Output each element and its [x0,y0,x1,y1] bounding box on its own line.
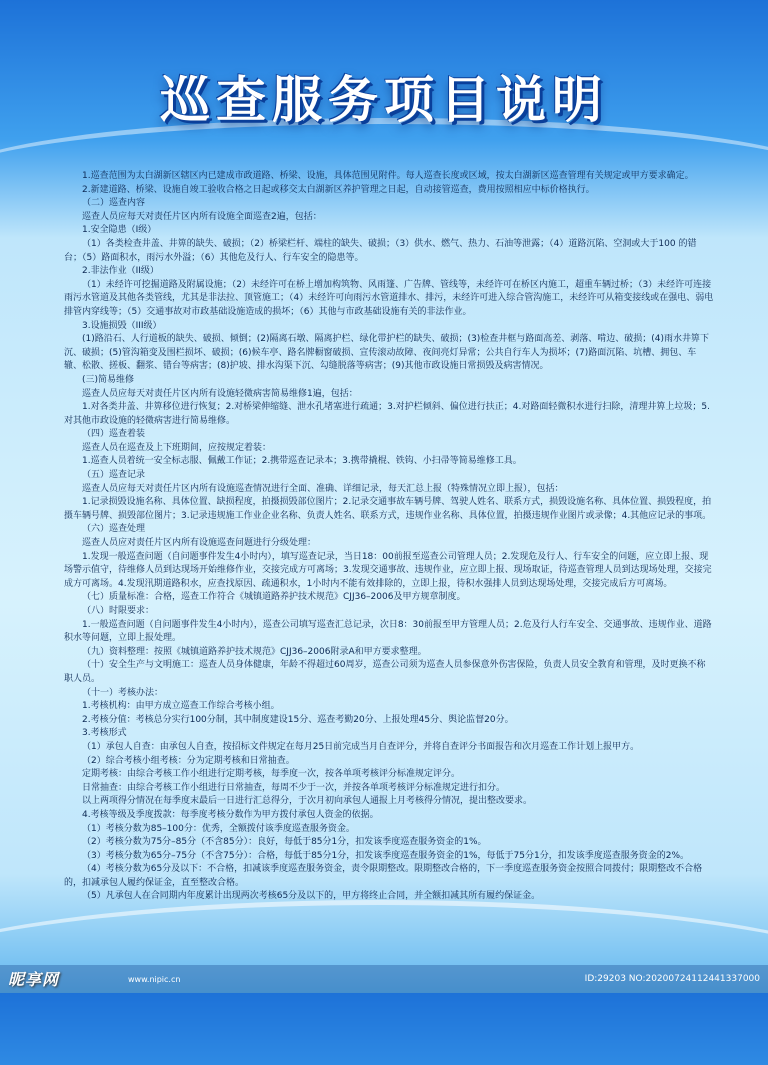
paragraph: 巡查人员应每天对责任片区内所有设施巡查情况进行全面、准确、详细记录，每天汇总上报（特殊情况立即上报），包括： [82,483,564,494]
paragraph: （七）质量标准：合格，巡查工作符合《城镇道路养护技术规范》CJJ36–2006及甲方规章制度。 [82,592,466,603]
paragraph: （1）未经许可挖掘道路及附属设施；（2）未经许可在桥上增加构筑物、风雨篷、广告牌、管线等，未经许可在桥区内施工，超重车辆过桥；（3）未经许可连接雨污水管道及其他各类管线，尤其是非法拉、顶管施工；（4）未经许可向雨污水管道排水、排污，未经许可进入综合管沟施工，未经许可从箱变接线或在强电、弱电排管内穿线等；（5）交通事故对市政基础设施造成的损坏；（6）其他与市政基础设施有关的非法作业。 [64,279,714,317]
paragraph: （1）各类检查井盖、井箅的缺失、破损；（2）桥梁栏杆、端柱的缺失、破损；（3）供水、燃气、热力、石油等泄露；（4）道路沉陷、空洞或大于100 的错台；（5）路面积水，雨污水外溢；（6）其他危及行人、行车安全的隐患等。 [64,238,697,263]
paragraph: （5）凡承包人在合同期内年度累计出现两次考核65分及以下的，甲方将终止合同，并全额扣减其所有履约保证金。 [82,891,541,902]
watermark-logo: 昵享网 [8,970,60,989]
paragraph: 4.考核等级及季度拨款：每季度考核分数作为甲方拨付承包人资金的依据。 [82,809,379,820]
paragraph: 1.发现一般巡查问题（自问题事件发生4小时内），填写巡查记录，当日18：00前报至巡查公司管理人员；2.发现危及行人、行车安全的问题，应立即上报、现场警示值守，待维修人员到达现场开始维修作业，交接完成方可离场；3.发现交通事故、违规作业，应立即上报、现场取证，待巡查管理人员到达现场处理，交接完成方可离场。4.发现汛期道路积水，应查找原因、疏通积水，1小时内不能有效排除的，立即上报，待积水强排人员到达现场处理，交接完成后方可离场。 [64,551,712,589]
paragraph: 3.设施损毁（III级） [82,320,162,331]
page-title: 巡查服务项目说明 [160,71,608,129]
paragraph: （六）巡查处理 [82,524,146,535]
paragraph: 1.一般巡查问题（自问题事件发生4小时内），巡查公司填写巡查汇总记录，次日8：30前报至甲方管理人员；2.危及行人行车安全、交通事故、违规作业、道路积水等问题，立即上报处理。 [64,619,712,644]
paragraph: (1)路沿石、人行道板的缺失、破损、倾倒；(2)隔离石墩、隔离护栏、绿化带护栏的缺失、破损；(3)检查井框与路面高差、剥落、啃边、破损；(4)雨水井箅下沉、破损；(5)管沟箱变及围栏损坏、破损；(6)候车亭、路名牌橱窗破损、宣传滚动故障、夜间亮灯异常；公共自行车人为损坏；(7)路面沉陷、坑槽、拥包、车辙、松散、搓板、翻浆、错台等病害；(8)护坡、排水沟渠下沉、勾缝脱落等病害；(9)其他市政设施日常损毁及病害情况。 [64,334,709,372]
paragraph: 2.非法作业（II级） [82,266,159,277]
paragraph: （九）资料整理：按照《城镇道路养护技术规范》CJJ36–2006附录A和甲方要求整理。 [82,646,427,657]
paragraph: （3）考核分数为65分–75分（不含75分）：合格，每低于85分1分，扣发该季度巡查服务资金的1%，每低于75分1分，扣发该季度巡查服务资金的2%。 [82,850,689,861]
paragraph: （二）巡查内容 [82,198,146,209]
paragraph: （五）巡查记录 [82,470,146,481]
paragraph: 2.考核分值：考核总分实行100分制，其中制度建设15分、巡查考勤20分、上报处理45分、舆论监督20分。 [82,714,514,725]
paragraph: (三)简易维修 [82,374,135,385]
paragraph: （八）时限要求： [82,606,155,616]
paragraph: 巡查人员应对责任片区内所有设施巡查问题进行分级处理： [82,538,317,549]
paragraph: （四）巡查着装 [82,429,146,440]
paragraph: 巡查人员应每天对责任片区内所有设施全面巡查2遍，包括： [82,211,322,222]
watermark-image-id: ID:29203 NO:20200724112441337000 [584,974,760,984]
paragraph: 1.对各类井盖、井箅移位进行恢复；2.对桥梁伸缩缝、泄水孔堵塞进行疏通；3.对护栏倾斜、偏位进行扶正；4.对路面轻微积水进行扫除，清理井箅上垃圾；5.对其他市政设施的轻微病害进行简易维修。 [64,402,710,426]
paragraph: 3.考核形式 [82,728,127,739]
paragraph: 巡查人员在巡查及上下班期间，应按规定着装： [82,442,272,453]
watermark-url: www.nipic.cn [128,975,181,984]
document-body [64,170,714,904]
paragraph: （十）安全生产与文明施工：巡查人员身体健康，年龄不得超过60周岁，巡查公司须为巡查人员参保意外伤害保险，负责人员安全教育和管理，及时更换不称职人员。 [64,660,706,684]
paragraph: 1.考核机构：由甲方成立巡查工作综合考核小组。 [82,701,280,712]
paragraph: （十一）考核办法： [82,687,164,698]
paragraph: 定期考核：由综合考核工作小组进行定期考核，每季度一次，按各单项考核评分标准规定评分。 [82,769,461,780]
paragraph: 日常抽查：由综合考核工作小组进行日常抽查，每周不少于一次，并按各单项考核评分标准规定进行扣分。 [82,782,506,793]
paragraph: 1.记录损毁设施名称、具体位置、缺损程度，拍摄损毁部位图片；2.记录交通事故车辆号牌、驾驶人姓名、联系方式，损毁设施名称、具体位置、损毁程度，拍摄车辆号牌、损毁部位图片；3.记录违规施工作业企业名称、负责人姓名、联系方式，违规作业名称、具体位置，拍摄违规作业图片或录像；4.其他应记录的事项。 [64,497,712,521]
paragraph: 2.新建道路、桥梁、设施自竣工验收合格之日起或移交太白湖新区养护管理之日起，自动接管巡查，费用按照相应中标价格执行。 [82,184,595,195]
paragraph: （4）考核分数为65分及以下：不合格，扣减该季度巡查服务资金，责令限期整改。限期整改合格的，下一季度巡查服务资金按照合同拨付；限期整改不合格的，扣减承包人履约保证金，直至整改合格。 [64,864,703,888]
paragraph: （1）承包人自查：由承包人自查，按招标文件规定在每月25日前完成当月自查评分，并将自查评分书面报告和次月巡查工作计划上报甲方。 [82,741,640,752]
paragraph: （2）综合考核小组考核：分为定期考核和日常抽查。 [82,755,295,766]
paragraph: （2）考核分数为75分–85分（不含85分）：良好，每低于85分1分，扣发该季度巡查服务资金的1%。 [82,837,487,848]
paragraph: 以上两项得分情况在每季度末最后一日进行汇总得分，于次月初向承包人通报上月考核得分情况，提出整改要求。 [82,796,533,807]
paragraph: 1.巡查人员着统一安全标志服、佩戴工作证；2.携带巡查记录本；3.携带撬棍、铁钩、小扫帚等简易维修工具。 [82,456,522,467]
paragraph: （1）考核分数为85–100分：优秀，全额拨付该季度巡查服务资金。 [82,823,355,834]
paragraph: 巡查人员应每天对责任片区内所有设施轻微病害简易维修1遍，包括： [82,388,358,399]
paragraph: 1.巡查范围为太白湖新区辖区内已建成市政道路、桥梁、设施，具体范围见附件。每人巡查长度或区域，按太白湖新区巡查管理有关规定或甲方要求确定。 [82,171,694,181]
paragraph: 1.安全隐患（I级） [82,225,157,236]
